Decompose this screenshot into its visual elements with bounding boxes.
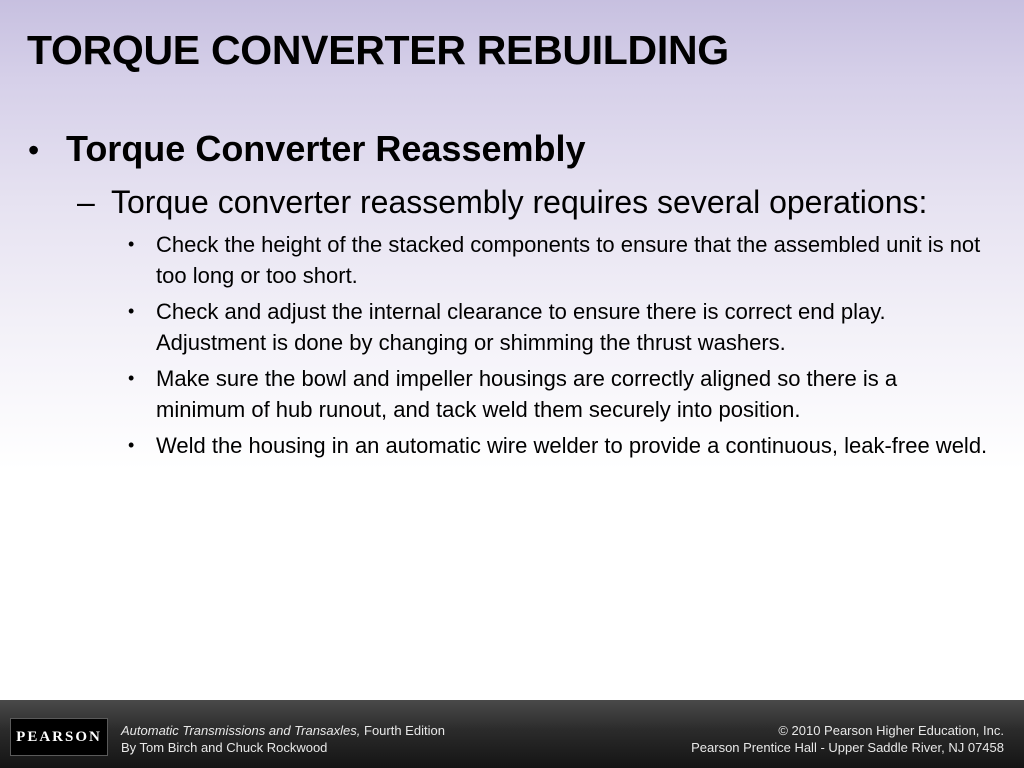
book-title: Automatic Transmissions and Transaxles, [121,723,361,738]
footer-bar [0,700,1024,768]
subheading-text: Torque converter reassembly requires several operations: [111,184,928,220]
list-item-text: Check and adjust the internal clearance to ensure there is correct end play. Adjustment is done by changing or shimming the thrust washers. [156,299,886,355]
heading-bullet-item [28,128,586,171]
slide-title: TORQUE CONVERTER REBUILDING [27,27,729,73]
list-item [128,229,988,291]
pearson-logo [10,718,108,756]
bullet-marker: • [128,368,135,388]
book-authors: By Tom Birch and Chuck Rockwood [121,740,328,755]
book-edition: Fourth Edition [360,723,445,738]
list-item [128,363,988,425]
list-item-text: Weld the housing in an automatic wire welder to provide a continuous, leak-free weld. [156,433,988,458]
copyright-line: © 2010 Pearson Higher Education, Inc. [778,723,1004,738]
bullet-marker: • [128,301,135,321]
list-item [128,296,988,358]
section-heading: Torque Converter Reassembly [66,128,586,169]
subheading-item [77,182,927,222]
list-item-text: Make sure the bowl and impeller housings are correctly aligned so there is a minimum of hub runout, and tack weld them securely into position. [156,366,898,422]
bullet-marker: • [128,435,135,455]
bullet-marker: • [128,234,135,254]
book-citation [121,722,445,756]
list-item-text: Check the height of the stacked components to ensure that the assembled unit is not too long or too short. [156,232,981,288]
copyright-notice [691,722,1004,756]
logo-text: PEARSON [16,728,102,745]
dash-marker: – [77,184,95,220]
publisher-line: Pearson Prentice Hall - Upper Saddle River, NJ 07458 [691,740,1004,755]
bullet-marker: • [28,132,40,168]
list-item [128,430,988,461]
operations-list [128,229,988,466]
book-title-line [121,722,445,739]
